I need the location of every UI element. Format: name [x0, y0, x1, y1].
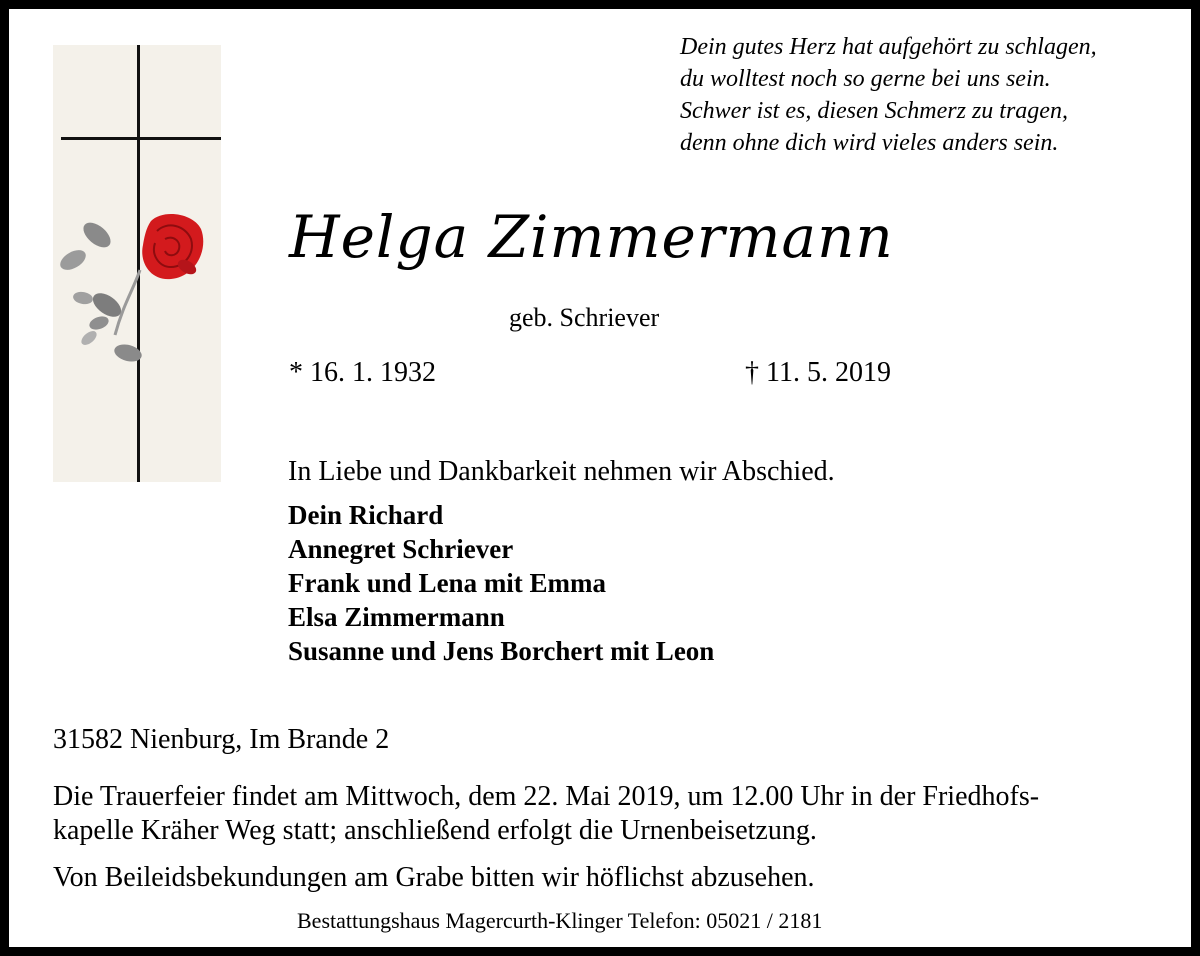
address: 31582 Nienburg, Im Brande 2 [53, 724, 390, 755]
mourner: Susanne und Jens Borchert mit Leon [288, 636, 715, 666]
farewell-text: In Liebe und Dankbarkeit nehmen wir Abschied. [288, 456, 835, 487]
poem-line: denn ohne dich wird vieles anders sein. [680, 130, 1059, 156]
death-date: † 11. 5. 2019 [745, 357, 891, 388]
poem-line: du wolltest noch so gerne bei uns sein. [680, 66, 1051, 92]
poem-line: Dein gutes Herz hat aufgehört zu schlagen, [680, 34, 1097, 60]
ceremony-line: Die Trauerfeier findet am Mittwoch, dem 22. Mai 2019, um 12.00 Uhr in der Friedhofs- [53, 781, 1040, 812]
ceremony-info [53, 780, 1039, 848]
deceased-name: Helga Zimmermann [289, 203, 894, 271]
obituary-notice [9, 9, 1191, 947]
ceremony-line: kapelle Kräher Weg statt; anschließend erfolgt die Urnenbeisetzung. [53, 815, 817, 846]
condolence-note: Von Beileidsbekundungen am Grabe bitten wir höflichst abzusehen. [53, 862, 815, 893]
poem [680, 31, 1180, 159]
poem-line: Schwer ist es, diesen Schmerz zu tragen, [680, 98, 1068, 124]
mourner: Elsa Zimmermann [288, 602, 505, 632]
mourners-list [288, 498, 714, 668]
cross-and-rose-illustration [53, 45, 221, 482]
mourner: Annegret Schriever [288, 534, 514, 564]
mourner: Dein Richard [288, 500, 444, 530]
birth-date: * 16. 1. 1932 [289, 357, 436, 388]
mourner: Frank und Lena mit Emma [288, 568, 607, 598]
undertaker-contact: Bestattungshaus Magercurth-Klinger Telefon: 05021 / 2181 [297, 908, 823, 933]
born-name: geb. Schriever [509, 303, 660, 332]
